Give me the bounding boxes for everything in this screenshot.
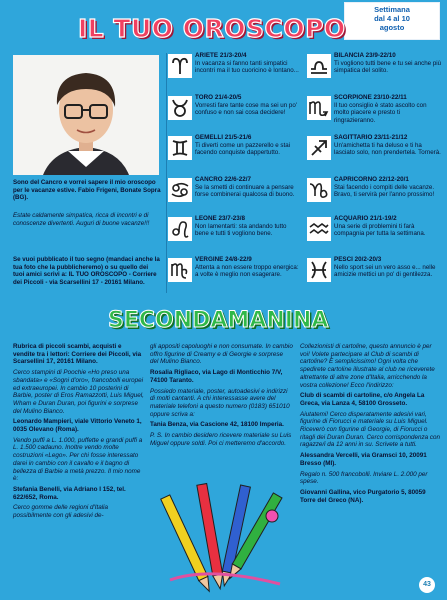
sagittarius-icon <box>307 136 331 160</box>
send-instructions: Se vuoi pubblicato il tuo segno (mandaci anche la tua foto che la pubblicheremo) o su quello dei tuoi amici scrivi a: IL TUO OROSCOPO - Corriere dei Piccoli - via Scarsellini 17 - 20161 Milano. <box>13 256 160 286</box>
ad-text: Cerco stampini di Poochie «Ho preso una sbandata» e «Sogni d'oro», francobolli europei ed extraeuropei. In cambio 10 posterini di Barbie, poster di Eros Ramazzotti, Luis Miguel, Wham e Duran Duran, poi figurini e sorprese del Mulino Bianco. <box>13 369 144 415</box>
sign-text: Nello sport sei un vero asso e... nelle amicizie mettici un po' di gentilezza. <box>334 264 436 279</box>
reader-photo <box>13 55 159 175</box>
ad-contact: Club di scambi di cartoline, c/o Angela La Greca, via Lanza 4, 58100 Grosseto. <box>300 392 425 407</box>
sign-text: In vacanza si fanno tanti simpatici incontri ma il tuo cuoricino è lontano... <box>195 60 299 75</box>
ad-text: Aiutatemi! Cerco disperatamente adesivi vari, figurine di Fiorucci e materiale su Luis Miguel. Riceverò con figurine di Georgie, di Fiorucci o ritagli dei Duran Duran. Cerco corrispondenza con ragazze/i da 12 anni in su. Scrivete a tutti. <box>300 410 441 449</box>
ad-contact: Giovanni Gallina, vico Purgatorio 5, 80059 Torre del Greco (NA). <box>300 488 426 504</box>
leo-icon <box>168 217 192 241</box>
rubric-intro: Rubrica di piccoli scambi, acquisti e vendite tra i lettori: Corriere dei Piccoli, via Scarsellini 17, 20161 Milano. <box>13 343 142 366</box>
sign-pisces <box>307 256 443 316</box>
secondamanina-title: SECONDAMANINA <box>108 308 329 333</box>
pencils-illustration <box>150 476 293 596</box>
sign-text: Se la smetti di continuare a pensare forse combinerai qualcosa di buono. <box>195 184 295 199</box>
week-line-3: agosto <box>379 23 405 32</box>
sign-name: SAGITTARIO 23/11-21/12 <box>334 134 408 141</box>
virgo-icon <box>168 258 192 282</box>
aquarius-icon <box>307 217 331 241</box>
reader-request: Sono del Cancro e vorrei sapere il mio oroscopo per le vacanze estive. Fabio Frigeni, Bonate Sopra (BG). <box>13 179 161 202</box>
sign-name: SCORPIONE 23/10-22/11 <box>334 94 407 101</box>
sign-text: Un'amichetta ti ha deluso e ti ha lasciato solo, non prendertela. Tornerà. <box>334 142 441 157</box>
gemini-icon <box>168 136 192 160</box>
libra-icon <box>307 54 331 78</box>
cancer-icon <box>168 178 192 202</box>
week-line-2: dal 4 al 10 <box>374 14 410 23</box>
ad-contact: Stefania Benelli, via Adriano I 152, tel. 622/652, Roma. <box>13 485 126 501</box>
classifieds-column-3 <box>300 343 440 507</box>
capricorn-icon <box>307 178 331 202</box>
ad-text: Cerco gomme delle regioni d'Italia possibilmente con gli adesivi de- <box>13 504 109 520</box>
horoscope-title: IL TUO OROSCOPO <box>78 14 346 43</box>
reader-horoscope: Estate caldamente simpatica, ricca di incontri e di conoscenze divertenti. Auguri di buone vacanze!!! <box>13 212 150 227</box>
sign-name: BILANCIA 23/9-22/10 <box>334 52 396 59</box>
ad-contact: Alessandra Vercelli, via Gramsci 10, 20091 Bresso (MI). <box>300 452 427 467</box>
ad-contact: Leonardo Mampieri, viale Vittorio Veneto 1, 0035 Olevano (Roma). <box>13 418 142 434</box>
sign-text: Attenta a non essere troppo energica: a volte è meglio non esagerare. <box>195 264 299 279</box>
ad-text: Collezionisti di cartoline, questo annuncio è per voi! Volete partecipare al Club di scambi di cartoline? È semplicissimo! Ogni volta che spedirete cartoline illustrate al club ne riceverete altrettante di altre zone d'Italia, arricchendo la vostra collezione! Ecco l'indirizzo: <box>300 343 435 389</box>
classifieds-column-1 <box>13 343 144 523</box>
ad-contact: Tania Benza, via Cascione 42, 18100 Imperia. <box>150 421 284 429</box>
sign-text: Il tuo consiglio è stato ascolto con molto piacere e presto ti ringrazieranno. <box>334 102 427 124</box>
sign-name: PESCI 20/2-20/3 <box>334 256 382 263</box>
sign-text: Stai facendo i compiti delle vacanze. Bravo, ti servirà per l'anno prossimo! <box>334 184 435 199</box>
pisces-icon <box>307 258 331 282</box>
sign-name: CAPRICORNO 22/12-20/1 <box>334 176 409 183</box>
sign-name: TORO 21/4-20/5 <box>195 94 242 101</box>
week-badge <box>344 2 440 40</box>
ad-text: gli appositi capoluoghi e non consumate. In cambio offro figurine di Creamy e di Georgie e sorprese del Mulino Bianco. <box>150 343 293 366</box>
sign-text: Vorresti fare tante cose ma sei un po' confuso e non sai cosa decidere! <box>195 102 297 117</box>
week-line-1: Settimana <box>374 5 410 14</box>
sign-virgo <box>168 256 300 316</box>
ad-text: Possiedo materiale, poster, autoadesivi e indirizzi di molti cantanti. A chi interessasse avere del materiale telefoni a questo numero (0183) 651010 oppure scriva a: <box>150 387 290 418</box>
classifieds-column-2 <box>150 343 293 450</box>
sign-name: GEMELLI 21/5-21/6 <box>195 134 252 141</box>
scorpio-icon <box>307 96 331 120</box>
aries-icon <box>168 54 192 78</box>
sign-text: Ti diverti come un pazzerello e stai facendo conquiste dappertutto. <box>195 142 291 157</box>
sign-text: Ti vogliono tutti bene e tu sei anche più simpatica del solito. <box>334 60 442 75</box>
taurus-icon <box>168 96 192 120</box>
sign-text: Non lamentarti: sta andando tutto bene e tutti ti vogliono bene. <box>195 223 287 238</box>
sign-name: CANCRO 22/6-22/7 <box>195 176 251 183</box>
sign-name: LEONE 23/7-23/8 <box>195 215 246 222</box>
sign-name: VERGINE 24/8-22/9 <box>195 256 252 263</box>
ad-text: Vendo puffi a L. 1.000, puffette e grandi puffi a L. 1.500 cadauno. Inoltre vendo molte costruzioni «Lego». Per chi fosse interessato darei in cambio con il cavallo e il bagno di bellezza di Barbie a metà prezzo. Il mio nome è: <box>13 436 143 483</box>
sign-name: ARIETE 21/3-20/4 <box>195 52 247 59</box>
page-number: 43 <box>419 577 435 593</box>
ad-text: Regalo n. 500 francobolli. Inviare L. 2.000 per spese. <box>300 470 428 486</box>
ad-contact: Rosalia Rigliaco, via Lago di Monticchio 7/V, 74100 Taranto. <box>150 369 283 384</box>
column-divider <box>166 53 167 293</box>
sign-text: Una serie di problemini ti farà compagnia per tutta la settimana. <box>334 223 426 238</box>
ad-text: P. S. In cambio desidero ricevere materiale su Luis Miguel oppure soldi. Poi ci metteremo d'accordo. <box>150 432 292 447</box>
sign-name: ACQUARIO 21/1-19/2 <box>334 215 397 222</box>
